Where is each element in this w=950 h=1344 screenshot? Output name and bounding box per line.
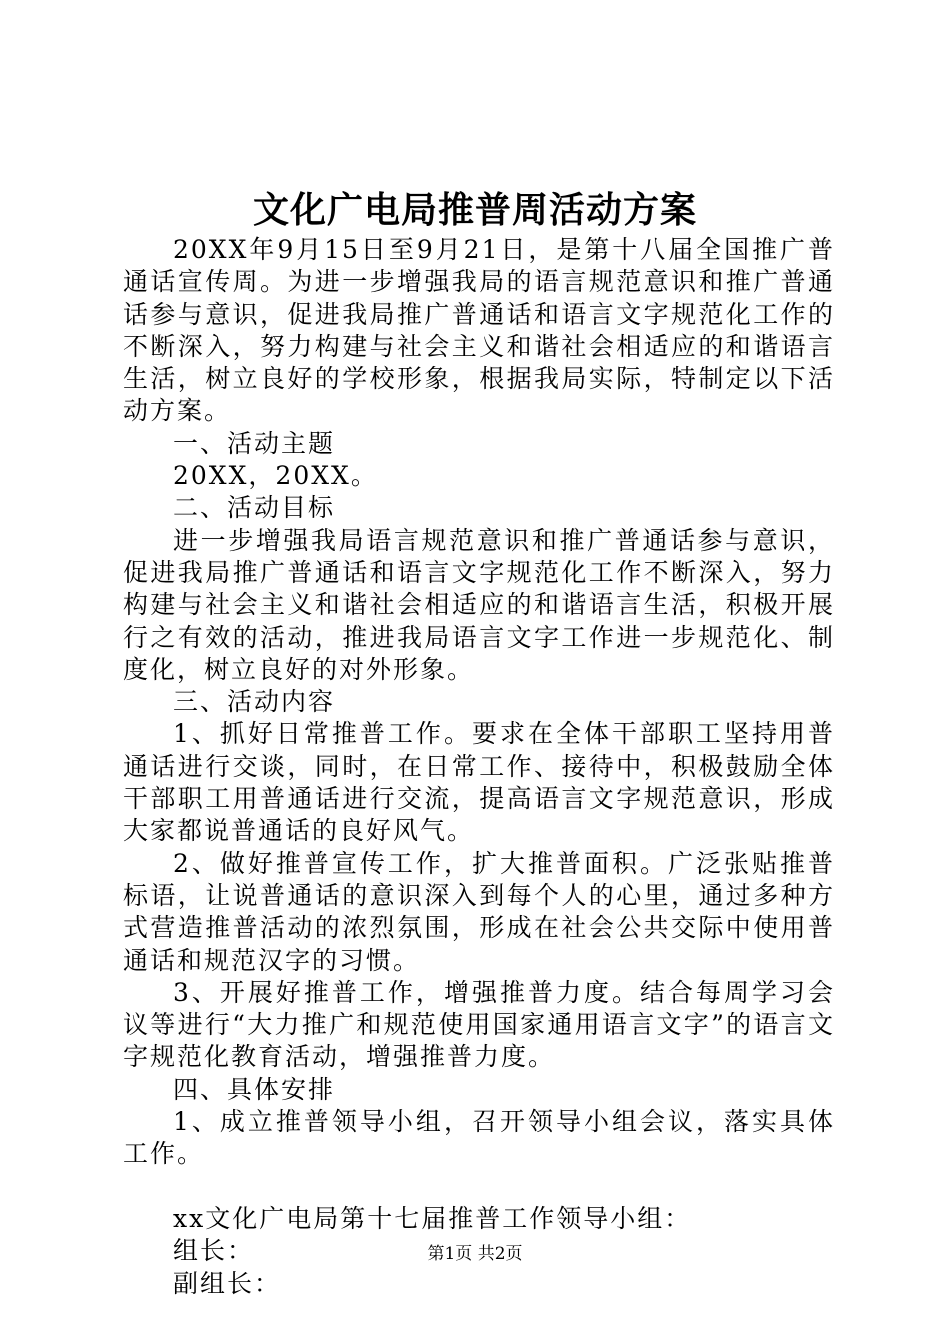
blank-line	[123, 1171, 835, 1203]
arrangement-item-1: 1、成立推普领导小组，召开领导小组会议，落实具体工作。	[123, 1107, 835, 1169]
document-body	[123, 234, 835, 1300]
theme-text: 20XX，20XX。	[173, 461, 378, 491]
section-heading-goal: 二、活动目标	[173, 493, 336, 523]
section-heading-content: 三、活动内容	[173, 687, 336, 717]
goal-paragraph: 进一步增强我局语言规范意识和推广普通话参与意识，促进我局推广普通话和语言文字规范化工作不断深入，努力构建与社会主义和谐社会相适应的和谐语言生活，积极开展行之有效的活动，推进我局语言文字工作进一步规范化、制度化，树立良好的对外形象。	[123, 525, 835, 684]
leadership-group-heading: xx文化广电局第十七届推普工作领导小组：	[173, 1203, 692, 1233]
page-footer: 第1页 共2页	[427, 1244, 523, 1264]
section-heading-theme: 一、活动主题	[173, 428, 336, 458]
group-leader-label: 组长：	[173, 1236, 255, 1266]
section-heading-arrangement: 四、具体安排	[173, 1074, 336, 1104]
intro-paragraph: 20XX年9月15日至9月21日，是第十八届全国推广普通话宣传周。为进一步增强我局的语言规范意识和推广普通话参与意识，促进我局推广普通话和语言文字规范化工作的不断深入，努力构建与社会主义和谐社会相适应的和谐语言生活，树立良好的学校形象，根据我局实际，特制定以下活动方案。	[123, 235, 835, 426]
content-item-1: 1、抓好日常推普工作。要求在全体干部职工坚持用普通话进行交谈，同时，在日常工作、接待中，积极鼓励全体干部职工用普通话进行交流，提高语言文字规范意识，形成大家都说普通话的良好风气。	[123, 719, 835, 846]
content-item-2: 2、做好推普宣传工作，扩大推普面积。广泛张贴推普标语，让说普通话的意识深入到每个人的心里，通过多种方式营造推普活动的浓烈氛围，形成在社会公共交际中使用普通话和规范汉字的习惯。	[123, 848, 835, 975]
document-title: 文化广电局推普周活动方案	[252, 189, 697, 231]
content-item-3: 3、开展好推普工作，增强推普力度。结合每周学习会议等进行“大力推广和规范使用国家通用语言文字”的语言文字规范化教育活动，增强推普力度。	[123, 977, 835, 1072]
deputy-leader-label: 副组长：	[173, 1268, 282, 1298]
